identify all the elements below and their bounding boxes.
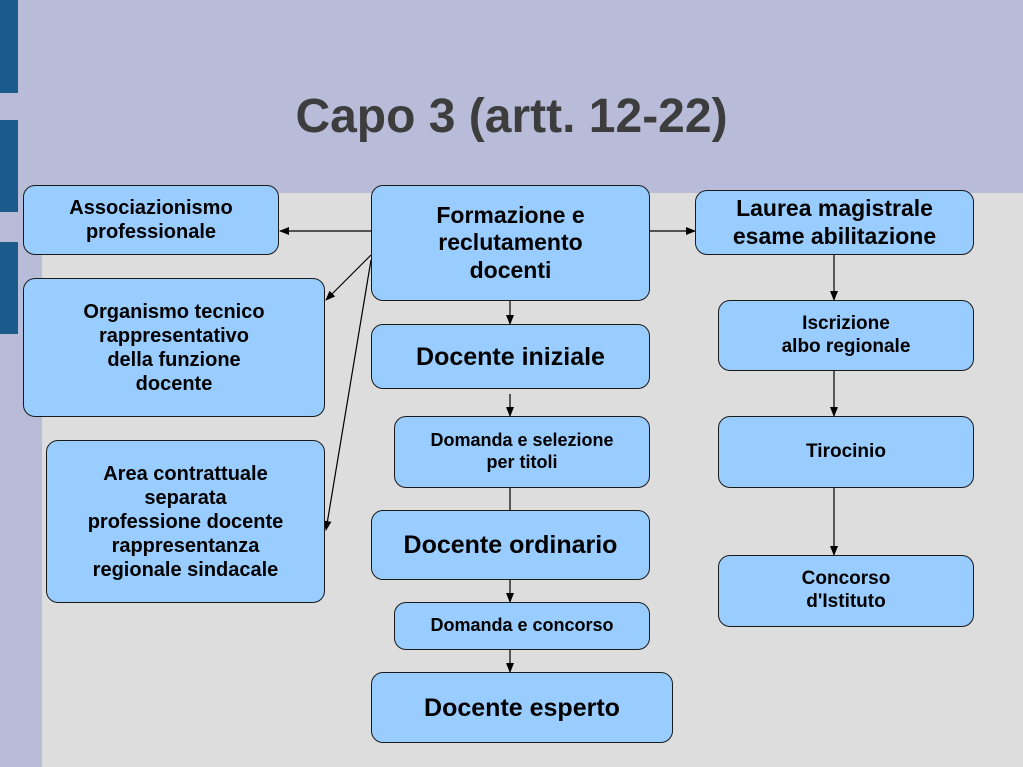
node-area-contrattuale: Area contrattuale separata professione docente rappresentanza regionale sindacale (46, 440, 325, 603)
node-associazionismo: Associazionismo professionale (23, 185, 279, 255)
node-organismo-tecnico: Organismo tecnico rappresentativo della funzione docente (23, 278, 325, 417)
node-concorso-istituto: Concorso d'Istituto (718, 555, 974, 627)
slide-title: Capo 3 (artt. 12-22) (295, 90, 728, 143)
arrow-formazione-to-area (326, 260, 371, 530)
node-docente-ordinario: Docente ordinario (371, 510, 650, 580)
node-formazione-reclutamento: Formazione e reclutamento docenti (371, 185, 650, 301)
node-docente-iniziale: Docente iniziale (371, 324, 650, 389)
node-laurea-magistrale: Laurea magistrale esame abilitazione (695, 190, 974, 255)
node-tirocinio: Tirocinio (718, 416, 974, 488)
node-iscrizione-albo: Iscrizione albo regionale (718, 300, 974, 371)
node-domanda-concorso: Domanda e concorso (394, 602, 650, 650)
node-docente-esperto: Docente esperto (371, 672, 673, 743)
node-domanda-selezione: Domanda e selezione per titoli (394, 416, 650, 488)
arrow-formazione-to-organismo (326, 255, 371, 300)
